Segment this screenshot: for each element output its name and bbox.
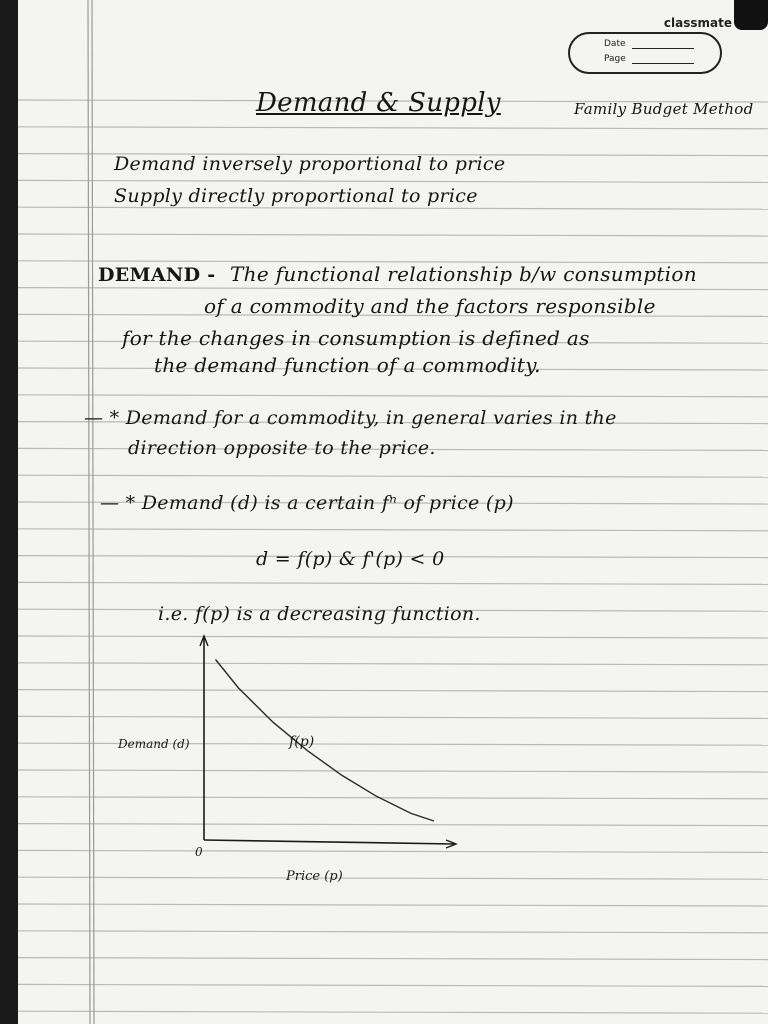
intro-line-1: Demand inversely proportional to price <box>114 153 506 175</box>
ruled-line <box>18 127 768 129</box>
definition-term: DEMAND - <box>98 264 216 286</box>
ruled-line <box>18 288 768 290</box>
ruled-line <box>18 582 768 584</box>
date-page-box <box>568 32 722 74</box>
demand-curve-chart <box>78 630 498 890</box>
definition-line-3: for the changes in consumption is defined as <box>122 326 590 350</box>
pen-tip <box>734 0 768 30</box>
intro-line-2: Supply directly proportional to price <box>114 185 478 207</box>
bullet-1-line-2: direction opposite to the price. <box>128 437 436 459</box>
curve-label: f(p) <box>289 734 315 750</box>
ruled-line <box>18 475 768 477</box>
page-label: Page <box>604 54 626 64</box>
page-line <box>632 63 694 64</box>
definition-line-1: The functional relationship b/w consumption <box>230 262 697 286</box>
definition-line-4: the demand function of a commodity. <box>154 353 541 377</box>
ruled-line <box>18 958 768 960</box>
ruled-line <box>18 180 768 182</box>
ruled-line <box>18 207 768 209</box>
ruled-line <box>18 529 768 531</box>
origin-label: 0 <box>195 845 203 859</box>
side-note: Family Budget Method <box>574 100 754 118</box>
equation-note: i.e. f(p) is a decreasing function. <box>158 603 481 625</box>
definition-line-2: of a commodity and the factors responsible <box>204 294 656 318</box>
x-axis-label: Price (p) <box>286 869 343 884</box>
ruled-line <box>18 234 768 236</box>
ruled-line <box>18 931 768 933</box>
ruled-line <box>18 904 768 906</box>
brand-logo: classmate <box>663 16 732 30</box>
date-line <box>632 48 694 49</box>
bullet-1-line-1: — * Demand for a commodity, in general varies in the <box>84 407 617 429</box>
x-axis <box>204 840 454 844</box>
equation-main: d = f(p) & f'(p) < 0 <box>256 548 445 570</box>
bullet-2: — * Demand (d) is a certain fⁿ of price (p) <box>100 492 514 514</box>
y-axis-label: Demand (d) <box>118 737 190 751</box>
page-title: Demand & Supply <box>256 88 501 118</box>
demand-curve <box>216 660 435 822</box>
date-label: Date <box>604 39 626 49</box>
ruled-line <box>18 395 768 397</box>
ruled-line <box>18 984 768 986</box>
notebook-page <box>18 0 768 1024</box>
ruled-line <box>18 1011 768 1013</box>
